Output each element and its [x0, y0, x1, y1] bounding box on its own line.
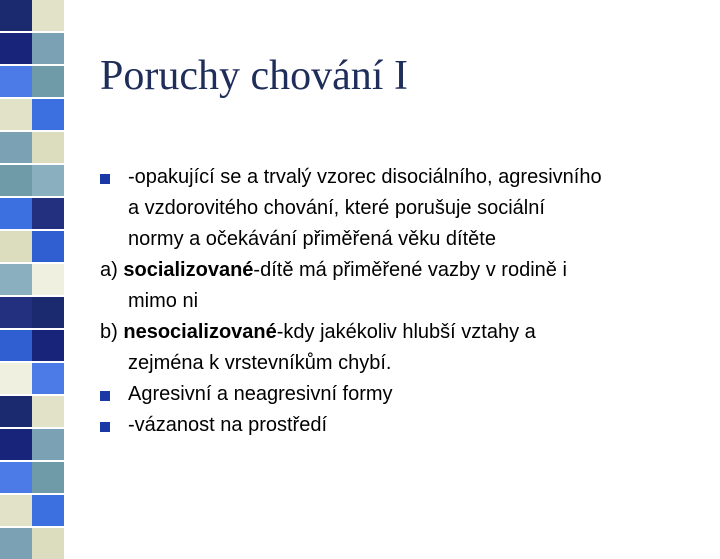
stripe-block — [32, 198, 64, 229]
list-item: -vázanost na prostředí — [100, 410, 700, 441]
stripe-block — [32, 132, 64, 163]
stripe-block — [0, 33, 32, 64]
stripe-block — [0, 231, 32, 262]
square-bullet-icon — [100, 391, 110, 401]
stripe-block — [0, 198, 32, 229]
stripe-block — [32, 330, 64, 361]
stripe-block — [0, 0, 32, 31]
stripe-block — [32, 297, 64, 328]
stripe-block — [0, 495, 32, 526]
stripe-block — [0, 99, 32, 130]
stripe-block — [0, 396, 32, 427]
stripe-block — [32, 0, 64, 31]
stripe-block — [32, 429, 64, 460]
stripe-block — [32, 165, 64, 196]
square-bullet-icon — [100, 174, 110, 184]
stripe-block — [32, 66, 64, 97]
stripe-block — [0, 429, 32, 460]
stripe-block — [32, 231, 64, 262]
stripe-block — [32, 495, 64, 526]
stripe-block — [0, 363, 32, 394]
list-item: a) socializované-dítě má přiměřené vazby v rodině i mimo ni — [100, 259, 567, 312]
stripe-block — [0, 462, 32, 493]
stripe-block — [32, 99, 64, 130]
list-item: -opakující se a trvalý vzorec disociálního, agresivního a vzdorovitého chování, které porušuje sociální normy a očekávání přiměřená věku dítěte — [100, 162, 700, 255]
stripe-block — [0, 66, 32, 97]
stripe-block — [32, 264, 64, 295]
stripe-block — [32, 33, 64, 64]
stripe-block — [0, 330, 32, 361]
decorative-stripe — [0, 0, 64, 540]
square-bullet-icon — [100, 422, 110, 432]
slide-content — [100, 162, 700, 441]
stripe-block — [0, 132, 32, 163]
stripe-block — [0, 297, 32, 328]
stripe-block — [0, 528, 32, 559]
list-item: b) nesocializované-kdy jakékoliv hlubší vztahy a zejména k vrstevníkům chybí. — [100, 321, 536, 374]
stripe-block — [32, 363, 64, 394]
stripe-block — [0, 165, 32, 196]
slide-title: Poruchy chování I — [100, 53, 408, 99]
stripe-block — [32, 396, 64, 427]
stripe-block — [32, 462, 64, 493]
stripe-block — [0, 264, 32, 295]
stripe-block — [32, 528, 64, 559]
list-item: Agresivní a neagresivní formy — [100, 379, 700, 410]
